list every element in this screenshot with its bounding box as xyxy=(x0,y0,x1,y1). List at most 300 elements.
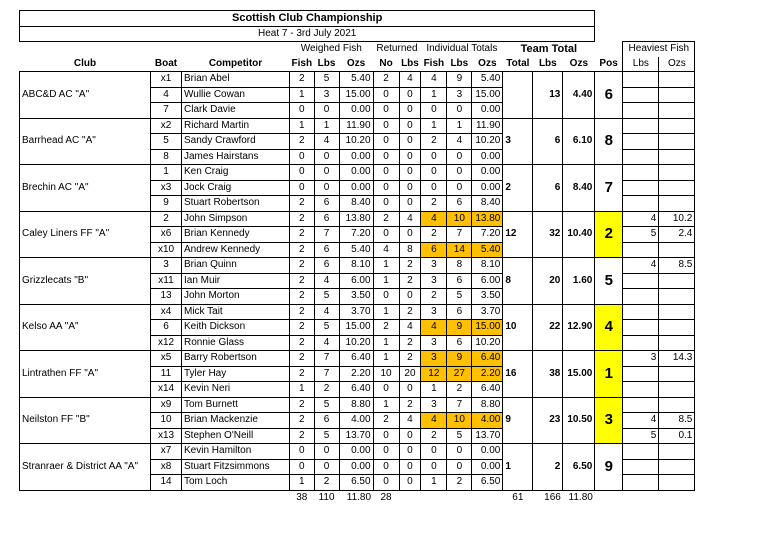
header-ind-fish: Fish xyxy=(421,57,447,72)
weighed-lbs: 0 xyxy=(314,180,339,196)
weighed-fish-count: 2 xyxy=(290,413,315,429)
individual-lbs: 14 xyxy=(447,242,472,258)
team-total-ozs: 4.40 xyxy=(563,72,595,119)
boat-number: 2 xyxy=(151,211,182,227)
team-total-lbs: 6 xyxy=(533,165,563,212)
table-row xyxy=(20,165,695,181)
returned-count: 1 xyxy=(373,258,399,274)
individual-lbs: 5 xyxy=(447,289,472,305)
individual-fish: 4 xyxy=(421,72,447,88)
heaviest-fish-lbs xyxy=(623,459,659,475)
weighed-ozs: 0.00 xyxy=(339,165,373,181)
heaviest-fish-ozs xyxy=(659,165,695,181)
individual-ozs: 10.20 xyxy=(472,335,503,351)
heaviest-fish-ozs xyxy=(659,87,695,103)
table-row xyxy=(20,211,695,227)
boat-number: x1 xyxy=(151,72,182,88)
competitor-name: Ken Craig xyxy=(182,165,290,181)
header-team-lbs: Lbs xyxy=(533,57,563,72)
team-position: 4 xyxy=(595,304,623,351)
heaviest-fish-ozs: 8.5 xyxy=(659,258,695,274)
individual-lbs: 6 xyxy=(447,273,472,289)
team-total-lbs: 6 xyxy=(533,118,563,165)
team-total-count: 12 xyxy=(503,211,533,258)
returned-lbs: 20 xyxy=(399,366,421,382)
weighed-fish-count: 2 xyxy=(290,211,315,227)
weighed-fish-count: 0 xyxy=(290,459,315,475)
weighed-ozs: 10.20 xyxy=(339,335,373,351)
boat-number: x4 xyxy=(151,304,182,320)
returned-count: 1 xyxy=(373,397,399,413)
header-team-count: Total xyxy=(503,57,533,72)
competitor-name: Brian Quinn xyxy=(182,258,290,274)
heaviest-fish-ozs xyxy=(659,134,695,150)
returned-lbs: 4 xyxy=(399,211,421,227)
heaviest-fish-lbs: 4 xyxy=(623,258,659,274)
heaviest-fish-lbs xyxy=(623,320,659,336)
totals-blank xyxy=(20,490,151,505)
weighed-lbs: 5 xyxy=(314,289,339,305)
team-total-count: 10 xyxy=(503,304,533,351)
boat-number: 10 xyxy=(151,413,182,429)
heaviest-fish-lbs xyxy=(623,382,659,398)
weighed-ozs: 8.80 xyxy=(339,397,373,413)
team-total-lbs: 32 xyxy=(533,211,563,258)
individual-lbs: 10 xyxy=(447,211,472,227)
returned-lbs: 0 xyxy=(399,134,421,150)
individual-ozs: 5.40 xyxy=(472,72,503,88)
returned-count: 2 xyxy=(373,211,399,227)
heaviest-fish-ozs xyxy=(659,475,695,491)
weighed-lbs: 3 xyxy=(314,87,339,103)
weighed-fish-count: 2 xyxy=(290,258,315,274)
team-position: 9 xyxy=(595,444,623,491)
individual-lbs: 1 xyxy=(447,118,472,134)
weighed-fish-count: 0 xyxy=(290,444,315,460)
weighed-lbs: 0 xyxy=(314,149,339,165)
heaviest-fish-lbs xyxy=(623,335,659,351)
returned-count: 2 xyxy=(373,72,399,88)
weighed-fish-count: 2 xyxy=(290,196,315,212)
header-competitor: Competitor xyxy=(182,57,290,72)
weighed-fish-count: 0 xyxy=(290,149,315,165)
returned-count: 0 xyxy=(373,134,399,150)
returned-lbs: 2 xyxy=(399,304,421,320)
individual-ozs: 13.80 xyxy=(472,211,503,227)
returned-count: 0 xyxy=(373,149,399,165)
individual-ozs: 8.40 xyxy=(472,196,503,212)
returned-count: 0 xyxy=(373,180,399,196)
total-team-ozs: 11.80 xyxy=(568,491,593,503)
weighed-lbs: 5 xyxy=(314,72,339,88)
returned-lbs: 0 xyxy=(399,444,421,460)
heaviest-fish-lbs: 5 xyxy=(623,428,659,444)
weighed-fish-count: 1 xyxy=(290,118,315,134)
individual-fish: 0 xyxy=(421,149,447,165)
table-row xyxy=(20,397,695,413)
heaviest-fish-lbs xyxy=(623,242,659,258)
weighed-ozs: 8.40 xyxy=(339,196,373,212)
weighed-lbs: 0 xyxy=(314,165,339,181)
club-name: Kelso AA "A" xyxy=(20,304,151,351)
header-pos: Pos xyxy=(595,57,623,72)
heaviest-fish-lbs xyxy=(623,475,659,491)
returned-count: 0 xyxy=(373,444,399,460)
weighed-fish-count: 2 xyxy=(290,289,315,305)
returned-lbs: 0 xyxy=(399,103,421,119)
individual-fish: 1 xyxy=(421,382,447,398)
boat-number: x5 xyxy=(151,351,182,367)
club-name: Grizzlecats "B" xyxy=(20,258,151,305)
heaviest-fish-lbs xyxy=(623,304,659,320)
returned-lbs: 0 xyxy=(399,118,421,134)
weighed-lbs: 2 xyxy=(314,382,339,398)
heaviest-fish-ozs xyxy=(659,118,695,134)
individual-fish: 3 xyxy=(421,258,447,274)
individual-fish: 1 xyxy=(421,475,447,491)
heaviest-fish-ozs xyxy=(659,289,695,305)
header-ind-ozs: Ozs xyxy=(472,57,503,72)
totals-blank xyxy=(421,490,447,505)
team-total-lbs: 23 xyxy=(533,397,563,444)
boat-number: x8 xyxy=(151,459,182,475)
competitor-name: Stuart Robertson xyxy=(182,196,290,212)
club-name: Caley Liners FF "A" xyxy=(20,211,151,258)
competitor-name: Brian Abel xyxy=(182,72,290,88)
competitor-name: Ronnie Glass xyxy=(182,335,290,351)
weighed-fish-count: 2 xyxy=(290,351,315,367)
individual-fish: 3 xyxy=(421,351,447,367)
weighed-fish-count: 2 xyxy=(290,366,315,382)
returned-count: 0 xyxy=(373,118,399,134)
individual-ozs: 8.10 xyxy=(472,258,503,274)
individual-ozs: 15.00 xyxy=(472,87,503,103)
heaviest-fish-lbs xyxy=(623,273,659,289)
weighed-fish-count: 2 xyxy=(290,134,315,150)
totals-blank xyxy=(472,490,503,505)
heaviest-fish-lbs xyxy=(623,134,659,150)
team-total-ozs: 6.50 xyxy=(563,444,595,491)
boat-number: 7 xyxy=(151,103,182,119)
boat-number: 3 xyxy=(151,258,182,274)
individual-ozs: 6.50 xyxy=(472,475,503,491)
individual-ozs: 8.80 xyxy=(472,397,503,413)
individual-lbs: 0 xyxy=(447,444,472,460)
returned-lbs: 0 xyxy=(399,196,421,212)
heaviest-fish-lbs xyxy=(623,289,659,305)
weighed-fish-count: 0 xyxy=(290,165,315,181)
totals-blank xyxy=(595,490,623,505)
returned-count: 0 xyxy=(373,87,399,103)
weighed-lbs: 1 xyxy=(314,118,339,134)
team-total-lbs: 22 xyxy=(533,304,563,351)
returned-lbs: 2 xyxy=(399,335,421,351)
returned-lbs: 0 xyxy=(399,459,421,475)
individual-lbs: 0 xyxy=(447,180,472,196)
weighed-lbs: 6 xyxy=(314,196,339,212)
boat-number: 6 xyxy=(151,320,182,336)
team-total-count: 3 xyxy=(503,118,533,165)
individual-lbs: 6 xyxy=(447,335,472,351)
team-total-ozs: 6.10 xyxy=(563,118,595,165)
individual-ozs: 3.70 xyxy=(472,304,503,320)
competitor-name: John Simpson xyxy=(182,211,290,227)
individual-ozs: 0.00 xyxy=(472,103,503,119)
team-position: 6 xyxy=(595,72,623,119)
heaviest-fish-ozs xyxy=(659,397,695,413)
individual-lbs: 8 xyxy=(447,258,472,274)
individual-fish: 1 xyxy=(421,118,447,134)
individual-ozs: 0.00 xyxy=(472,459,503,475)
weighed-fish-count: 2 xyxy=(290,227,315,243)
weighed-lbs: 4 xyxy=(314,304,339,320)
weighed-lbs: 4 xyxy=(314,134,339,150)
heaviest-fish-ozs xyxy=(659,103,695,119)
heaviest-fish-lbs xyxy=(623,118,659,134)
competitor-name: Brian Kennedy xyxy=(182,227,290,243)
weighed-lbs: 0 xyxy=(314,444,339,460)
total-team-count: 61 xyxy=(512,491,524,503)
individual-ozs: 4.00 xyxy=(472,413,503,429)
weighed-lbs: 0 xyxy=(314,103,339,119)
weighed-ozs: 13.80 xyxy=(339,211,373,227)
results-table xyxy=(19,10,695,505)
heaviest-fish-ozs xyxy=(659,366,695,382)
totals-blank xyxy=(447,490,472,505)
individual-fish: 0 xyxy=(421,459,447,475)
returned-count: 0 xyxy=(373,103,399,119)
individual-fish: 1 xyxy=(421,87,447,103)
competitor-name: Richard Martin xyxy=(182,118,290,134)
boat-number: x3 xyxy=(151,180,182,196)
weighed-fish-count: 2 xyxy=(290,320,315,336)
individual-lbs: 6 xyxy=(447,196,472,212)
individual-lbs: 10 xyxy=(447,413,472,429)
table-row xyxy=(20,304,695,320)
weighed-ozs: 3.50 xyxy=(339,289,373,305)
individual-fish: 12 xyxy=(421,366,447,382)
boat-number: 1 xyxy=(151,165,182,181)
team-total-lbs: 38 xyxy=(533,351,563,398)
weighed-ozs: 2.20 xyxy=(339,366,373,382)
total-weighed-ozs: 11.80 xyxy=(346,491,372,503)
individual-fish: 4 xyxy=(421,413,447,429)
competitor-name: Wullie Cowan xyxy=(182,87,290,103)
returned-lbs: 8 xyxy=(399,242,421,258)
returned-lbs: 0 xyxy=(399,180,421,196)
heaviest-fish-ozs xyxy=(659,444,695,460)
individual-lbs: 27 xyxy=(447,366,472,382)
team-total-ozs: 8.40 xyxy=(563,165,595,212)
weighed-ozs: 0.00 xyxy=(339,444,373,460)
team-position: 8 xyxy=(595,118,623,165)
returned-count: 0 xyxy=(373,428,399,444)
returned-count: 2 xyxy=(373,320,399,336)
boat-number: 5 xyxy=(151,134,182,150)
team-total-count: 9 xyxy=(503,397,533,444)
individual-fish: 3 xyxy=(421,397,447,413)
heaviest-fish-ozs xyxy=(659,459,695,475)
weighed-ozs: 0.00 xyxy=(339,149,373,165)
individual-lbs: 0 xyxy=(447,149,472,165)
individual-ozs: 5.40 xyxy=(472,242,503,258)
weighed-lbs: 6 xyxy=(314,258,339,274)
individual-fish: 3 xyxy=(421,335,447,351)
competitor-name: John Morton xyxy=(182,289,290,305)
team-total-count: 1 xyxy=(503,444,533,491)
individual-fish: 0 xyxy=(421,180,447,196)
weighed-lbs: 5 xyxy=(314,428,339,444)
weighed-ozs: 6.00 xyxy=(339,273,373,289)
weighed-lbs: 0 xyxy=(314,459,339,475)
individual-lbs: 6 xyxy=(447,304,472,320)
total-weighed-lbs: 110 xyxy=(318,491,335,503)
header-heaviest-fish: Heaviest Fish xyxy=(623,42,695,57)
individual-fish: 4 xyxy=(421,211,447,227)
header-heaviest-lbs: Lbs xyxy=(623,57,659,72)
individual-fish: 2 xyxy=(421,227,447,243)
competitor-name: Stephen O'Neill xyxy=(182,428,290,444)
individual-lbs: 0 xyxy=(447,165,472,181)
weighed-lbs: 6 xyxy=(314,211,339,227)
competitor-name: Tyler Hay xyxy=(182,366,290,382)
boat-number: x12 xyxy=(151,335,182,351)
heaviest-fish-lbs xyxy=(623,366,659,382)
returned-count: 1 xyxy=(373,304,399,320)
individual-ozs: 2.20 xyxy=(472,366,503,382)
header-heaviest-ozs: Ozs xyxy=(659,57,695,72)
returned-count: 1 xyxy=(373,273,399,289)
returned-count: 0 xyxy=(373,196,399,212)
heaviest-fish-ozs: 14.3 xyxy=(659,351,695,367)
competitor-name: Barry Robertson xyxy=(182,351,290,367)
table-row xyxy=(20,72,695,88)
returned-lbs: 2 xyxy=(399,273,421,289)
individual-fish: 2 xyxy=(421,196,447,212)
total-weighed-fish: 38 xyxy=(296,491,308,503)
returned-lbs: 0 xyxy=(399,165,421,181)
heaviest-fish-ozs xyxy=(659,149,695,165)
header-weighed-fish: Weighed Fish xyxy=(300,43,362,54)
heaviest-fish-lbs xyxy=(623,444,659,460)
heat-subtitle: Heat 7 - 3rd July 2021 xyxy=(20,26,595,42)
competitor-name: Tom Loch xyxy=(182,475,290,491)
team-total-count: 16 xyxy=(503,351,533,398)
heaviest-fish-lbs: 4 xyxy=(623,211,659,227)
competitor-name: Mick Tait xyxy=(182,304,290,320)
totals-blank xyxy=(659,490,695,505)
boat-number: 9 xyxy=(151,196,182,212)
individual-lbs: 7 xyxy=(447,227,472,243)
returned-lbs: 4 xyxy=(399,320,421,336)
weighed-ozs: 5.40 xyxy=(339,72,373,88)
boat-number: x10 xyxy=(151,242,182,258)
returned-count: 2 xyxy=(373,413,399,429)
club-name: Neilston FF "B" xyxy=(20,397,151,444)
competitor-name: Kevin Neri xyxy=(182,382,290,398)
weighed-ozs: 5.40 xyxy=(339,242,373,258)
weighed-lbs: 7 xyxy=(314,351,339,367)
club-name: Brechin AC "A" xyxy=(20,165,151,212)
individual-ozs: 6.40 xyxy=(472,382,503,398)
team-total-ozs: 10.40 xyxy=(563,211,595,258)
individual-fish: 3 xyxy=(421,273,447,289)
heaviest-fish-lbs xyxy=(623,180,659,196)
team-total-ozs: 1.60 xyxy=(563,258,595,305)
heaviest-fish-ozs xyxy=(659,72,695,88)
heaviest-fish-ozs: 10.2 xyxy=(659,211,695,227)
weighed-lbs: 7 xyxy=(314,366,339,382)
returned-count: 1 xyxy=(373,335,399,351)
competitor-name: Ian Muir xyxy=(182,273,290,289)
header-team-ozs: Ozs xyxy=(563,57,595,72)
totals-blank xyxy=(151,490,182,505)
boat-number: 11 xyxy=(151,366,182,382)
boat-number: x6 xyxy=(151,227,182,243)
returned-count: 0 xyxy=(373,382,399,398)
weighed-lbs: 4 xyxy=(314,273,339,289)
weighed-ozs: 3.70 xyxy=(339,304,373,320)
individual-ozs: 0.00 xyxy=(472,444,503,460)
weighed-fish-count: 2 xyxy=(290,242,315,258)
weighed-fish-count: 2 xyxy=(290,72,315,88)
competitor-name: James Hairstans xyxy=(182,149,290,165)
totals-blank xyxy=(399,490,421,505)
table-row xyxy=(20,118,695,134)
totals-blank xyxy=(623,490,659,505)
returned-lbs: 0 xyxy=(399,149,421,165)
heaviest-fish-lbs: 3 xyxy=(623,351,659,367)
weighed-ozs: 0.00 xyxy=(339,459,373,475)
totals-blank xyxy=(182,490,290,505)
weighed-fish-count: 0 xyxy=(290,180,315,196)
heaviest-fish-lbs xyxy=(623,196,659,212)
weighed-ozs: 0.00 xyxy=(339,103,373,119)
heaviest-fish-lbs: 5 xyxy=(623,227,659,243)
individual-ozs: 13.70 xyxy=(472,428,503,444)
competitor-name: Jock Craig xyxy=(182,180,290,196)
sheet-title: Scottish Club Championship xyxy=(20,11,595,27)
weighed-ozs: 10.20 xyxy=(339,134,373,150)
competitor-name: Sandy Crawford xyxy=(182,134,290,150)
heaviest-fish-ozs xyxy=(659,196,695,212)
individual-ozs: 11.90 xyxy=(472,118,503,134)
team-position: 7 xyxy=(595,165,623,212)
individual-fish: 2 xyxy=(421,289,447,305)
individual-ozs: 10.20 xyxy=(472,134,503,150)
table-row xyxy=(20,351,695,367)
heaviest-fish-ozs: 2.4 xyxy=(659,227,695,243)
returned-lbs: 0 xyxy=(399,289,421,305)
club-name: Barrhead AC "A" xyxy=(20,118,151,165)
individual-ozs: 3.50 xyxy=(472,289,503,305)
returned-lbs: 2 xyxy=(399,258,421,274)
heaviest-fish-lbs xyxy=(623,149,659,165)
weighed-ozs: 11.90 xyxy=(339,118,373,134)
heaviest-fish-lbs xyxy=(623,72,659,88)
header-lbs: Lbs xyxy=(314,57,339,72)
weighed-ozs: 6.40 xyxy=(339,382,373,398)
club-name: ABC&D AC "A" xyxy=(20,72,151,119)
competitor-name: Stuart Fitzsimmons xyxy=(182,459,290,475)
total-team-lbs: 166 xyxy=(544,491,561,503)
weighed-lbs: 7 xyxy=(314,227,339,243)
competitor-name: Andrew Kennedy xyxy=(182,242,290,258)
competitor-name: Kevin Hamilton xyxy=(182,444,290,460)
boat-number: 4 xyxy=(151,87,182,103)
heaviest-fish-ozs xyxy=(659,180,695,196)
individual-ozs: 0.00 xyxy=(472,180,503,196)
